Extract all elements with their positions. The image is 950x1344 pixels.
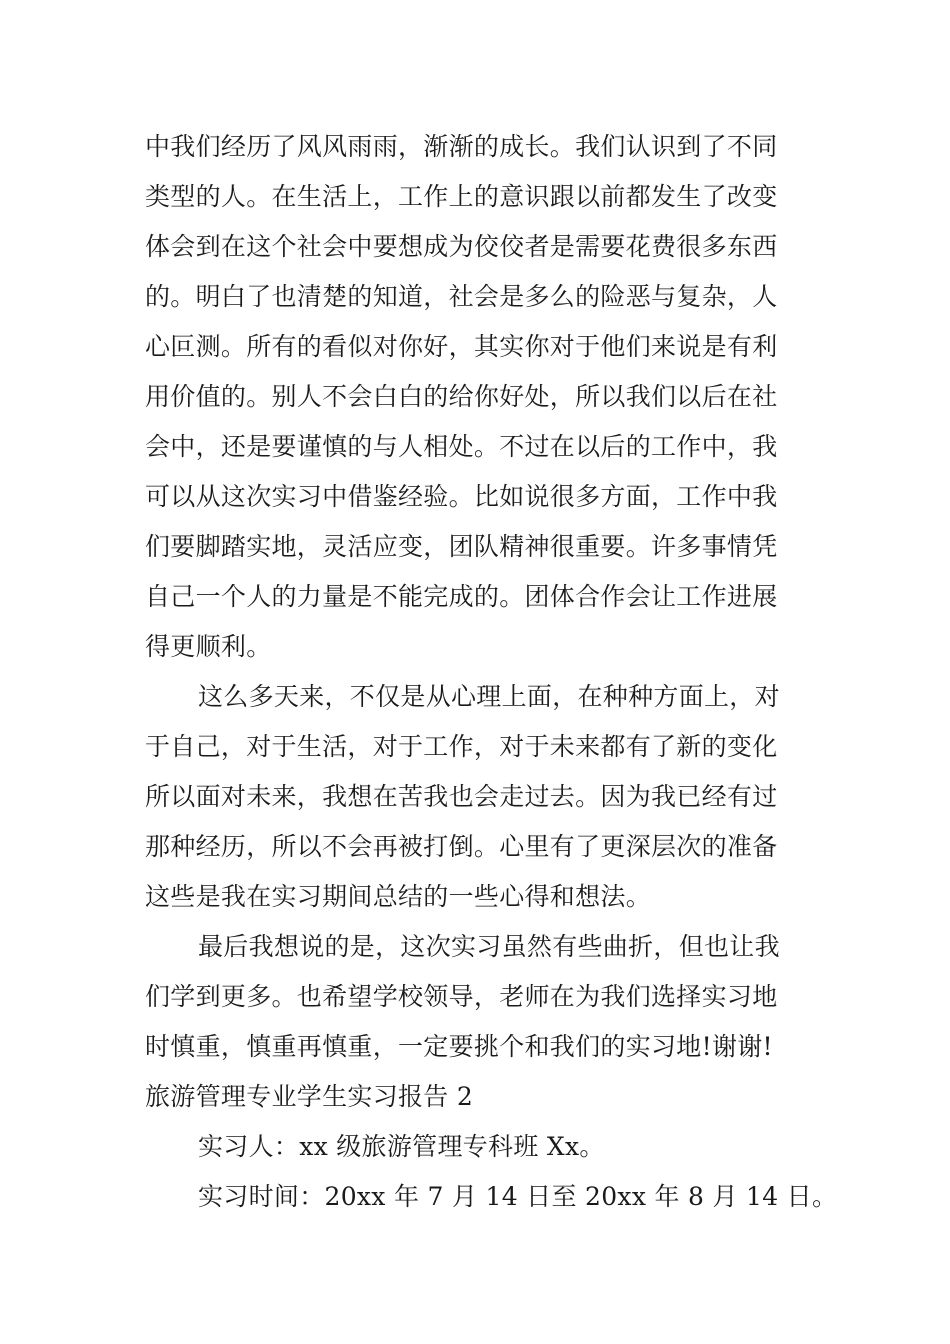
text-line: 类型的人。在生活上，工作上的意识跟以前都发生了改变 bbox=[145, 182, 778, 211]
text-line: 会中，还是要谨慎的与人相处。不过在以后的工作中，我 bbox=[145, 432, 778, 461]
intern-name-line: 实习人：xx 级旅游管理专科班 Xx。 bbox=[198, 1132, 605, 1161]
paragraph-start: 最后我想说的是，这次实习虽然有些曲折，但也让我 bbox=[198, 932, 780, 961]
text-line: 心叵测。所有的看似对你好，其实你对于他们来说是有利 bbox=[145, 332, 778, 361]
text-line: 体会到在这个社会中要想成为佼佼者是需要花费很多东西 bbox=[145, 232, 778, 261]
text-line: 那种经历，所以不会再被打倒。心里有了更深层次的准备 bbox=[145, 832, 778, 861]
section-title: 旅游管理专业学生实习报告 2 bbox=[145, 1082, 474, 1111]
text-line: 中我们经历了风风雨雨，渐渐的成长。我们认识到了不同 bbox=[145, 132, 778, 161]
text-line: 这些是我在实习期间总结的一些心得和想法。 bbox=[145, 882, 652, 911]
text-line: 得更顺利。 bbox=[145, 632, 272, 661]
text-line: 于自己，对于生活，对于工作，对于未来都有了新的变化 bbox=[145, 732, 778, 761]
text-line: 用价值的。别人不会白白的给你好处，所以我们以后在社 bbox=[145, 382, 778, 411]
text-line: 时慎重，慎重再慎重，一定要挑个和我们的实习地!谢谢! bbox=[145, 1032, 773, 1061]
text-line: 自己一个人的力量是不能完成的。团体合作会让工作进展 bbox=[145, 582, 778, 611]
text-line: 可以从这次实习中借鉴经验。比如说很多方面，工作中我 bbox=[145, 482, 778, 511]
text-line: 们学到更多。也希望学校领导，老师在为我们选择实习地 bbox=[145, 982, 778, 1011]
text-line: 们要脚踏实地，灵活应变，团队精神很重要。许多事情凭 bbox=[145, 532, 778, 561]
intern-period-line: 实习时间：20xx 年 7 月 14 日至 20xx 年 8 月 14 日。 bbox=[198, 1182, 838, 1211]
paragraph-start: 这么多天来，不仅是从心理上面，在种种方面上，对 bbox=[198, 682, 780, 711]
text-line: 的。明白了也清楚的知道，社会是多么的险恶与复杂，人 bbox=[145, 282, 778, 311]
text-line: 所以面对未来，我想在苦我也会走过去。因为我已经有过 bbox=[145, 782, 778, 811]
